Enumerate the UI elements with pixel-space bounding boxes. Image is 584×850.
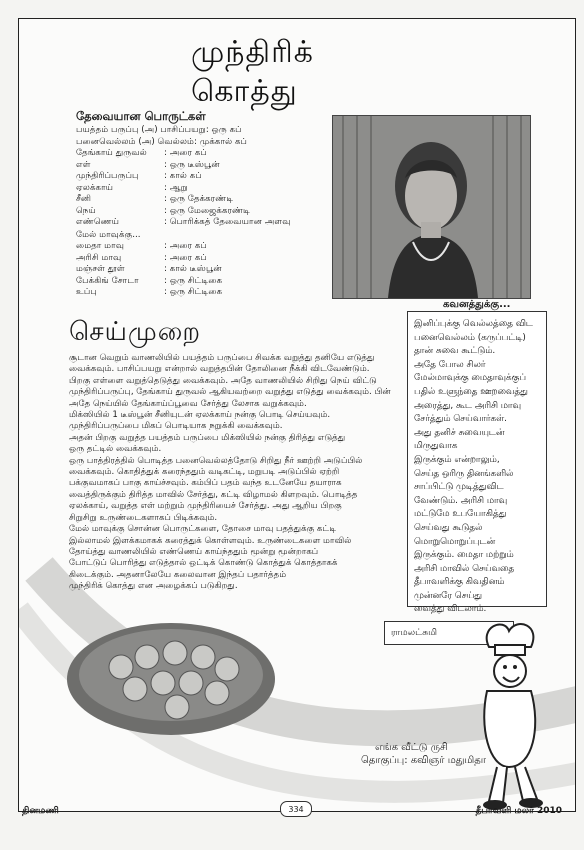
title-box	[191, 35, 391, 109]
author-name: ராமலட்சுமி	[391, 627, 437, 638]
ingredient-row: தேங்காய் துருவல் : அரை கப்	[76, 148, 207, 158]
tip-line: முன்னரே செய்து	[414, 590, 482, 601]
method-text	[69, 353, 399, 593]
ingredient-row: நெய் : ஒரு மேஜைக்கரண்டி	[76, 205, 250, 216]
method-line: பிறகு எள்ளை வறுத்தெடுத்து வைக்கவும். அதே வாணலியில் சிறிது நெய் விட்டு	[69, 375, 377, 386]
tip-line: தான் சுவை கூட்டும்.	[414, 346, 496, 357]
tip-line: இனிப்புக்கு வெல்லத்தை விட	[414, 319, 533, 329]
tip-line: பனைவெல்லம் (கருப்பட்டி)	[414, 332, 526, 343]
dish-photo	[61, 609, 281, 739]
method-line: அதன் பிறகு வறுத்த பயத்தம் பருப்பை மிக்ஸியில் நன்கு திரித்து எடுத்து	[69, 432, 346, 443]
page-number-badge	[280, 801, 312, 817]
tip-line: மட்டுமே உபயோகித்து	[414, 509, 507, 520]
method-line: மேல் மாவுக்கு சொன்ன பொருட்களை, தோசை மாவு பதத்துக்கு கட்டி	[69, 524, 337, 535]
tip-line: அதே போல சிலர்	[414, 359, 486, 370]
ingredient-row: பயத்தம் பருப்பு (அ) பாசிப்பயறு: ஒரு கப்	[76, 125, 242, 135]
ingredient-row: ஏலக்காய் : ஆறு	[76, 182, 188, 193]
recipe-title: முந்திரிக் கொத்து	[191, 35, 314, 109]
method-line: மிக்ஸியில் 1 டீஸ்பூன் சீனியுடன் ஏலக்காய் நன்கு பொடி செய்யவும்.	[69, 410, 331, 421]
batter-row: மைதா மாவு : அரை கப்	[76, 241, 207, 251]
method-line: பக்குவமாகப் பாகு காய்ச்சவும். கம்பிப் பதம் வந்த உடனேயே தயாராக	[69, 478, 342, 489]
ingredient-row: எண்ணெய் : பொரிக்கத் தேவையான அளவு	[76, 217, 291, 227]
method-line: இல்லாமல் இளக்கமாகக் கரைத்துக் கொள்ளவும். உருண்டைகளை மாவில்	[69, 535, 352, 546]
chef-mascot-icon	[469, 617, 549, 812]
ingredient-row: பனைவெல்லம் (அ) வெல்லம்: முக்கால் கப்	[76, 136, 248, 147]
tip-line: மொறுமொறுப்புடன்	[414, 536, 496, 547]
tip-line: வைத்து விடலாம்.	[414, 604, 487, 615]
tip-line: இருக்கும் என்றாலும்,	[414, 454, 500, 465]
author-portrait-image	[333, 116, 530, 298]
tip-line: மேல்மாவுக்கு மைதாவுக்குப்	[414, 373, 526, 384]
tip-line: பதில் உளுந்தை ஊறவைத்து	[414, 386, 528, 397]
tip-line: தீபாவளிக்கு கிவதினம்	[414, 577, 505, 588]
batter-row: பேக்கிங் சோடா : ஒரு சிட்டிகை	[76, 275, 223, 286]
method-line: முந்திரிப்பருப்பு, தேங்காய் துருவல் ஆகியவற்றை வறுத்து எடுத்து வைக்கவும். பின்	[69, 387, 391, 398]
footer-publication: தினமணி	[22, 806, 59, 816]
batter-row: மஞ்சள் தூள் : கால் டீஸ்பூன்	[76, 264, 222, 274]
ingredients-heading: தேவையான பொருட்கள்	[76, 109, 206, 123]
method-line: ஒரு பாத்திரத்தில் பொடித்த பனைவெல்லத்தோடு சிறிது நீர் ஊற்றி அடுப்பில்	[69, 455, 363, 466]
tip-line: அது தனிச் சுவையுடன்	[414, 427, 505, 438]
method-line: கிடைக்கும். அதனாலேயே கலைவான இந்தப் பதார்த்தம்	[69, 569, 287, 580]
batter-heading: மேல் மாவுக்கு...	[76, 229, 141, 240]
tip-line: சேர்த்தும் செய்வார்கள்.	[414, 414, 507, 425]
ingredient-row: சீனி : ஒரு தேக்கரண்டி	[76, 194, 234, 204]
ingredients-list	[76, 125, 346, 299]
tip-line: செய்த ஒரிரு தினங்களில்	[414, 468, 514, 479]
tip-line: வேண்டும். அரிசி மாவு	[414, 495, 508, 506]
ingredient-row: முந்திரிப்பருப்பு : கால் கப்	[76, 171, 202, 181]
footer-issue: தீபாவளி மலர் 2010	[475, 806, 562, 816]
method-line: ஏலக்காய், வறுத்த எள் மற்றும் முந்திரியைச் சேர்த்து. அது ஆறிய பிறகு	[69, 501, 342, 512]
method-line: முந்திரிக் கொத்து என அழைக்கப் படுகிறது.	[69, 581, 238, 592]
batter-row: அரிசி மாவு : அரை கப்	[76, 252, 207, 263]
page-number: 334	[288, 804, 304, 814]
method-line: முந்திரிப்பருப்பை மிகப் பொடியாக நறுக்கி வைக்கவும்.	[69, 421, 283, 432]
method-line: வைத்திருக்கும் திரித்த மாவில் சேர்த்து, கட்டி விழாமல் கிளறவும். பொடித்த	[69, 489, 358, 500]
tips-heading: கவனத்துக்கு...	[443, 299, 511, 310]
author-photo	[332, 115, 531, 299]
method-line: வைக்கவும். கொதித்துக் கரைந்ததும் வடிகட்டி, மறுபடி அடுப்பில் ஏற்றி	[69, 467, 340, 478]
series-title: எங்க வீட்டு ருசி	[375, 742, 448, 753]
tip-line: மிருதுவாக	[414, 441, 458, 452]
method-line: தோய்த்து வாணலியில் எண்ணெய் காய்ந்ததும் மூன்று மூன்றாகப்	[69, 546, 319, 557]
ingredient-row: எள் : ஒரு டீஸ்பூன்	[76, 159, 220, 170]
tips-box	[407, 311, 547, 615]
method-line: சிறுசிறு உருண்டைகளாகப் பிடிக்கவும்.	[69, 512, 218, 523]
method-line: வைக்கவும். பாசிப்பயறு என்றால் வறுத்தபின் தோலினை நீக்கி விடவேண்டும்.	[69, 364, 370, 375]
method-line: சூடான வெறும் வாணலியில் பயத்தம் பருப்பை சிவக்க வறுத்து தனியே எடுத்து	[69, 353, 375, 363]
method-line: ஒரு தட்டில் வைக்கவும்.	[69, 444, 162, 455]
series-credit	[361, 741, 486, 767]
tip-line: இருக்கும். மைதா மற்றும்	[414, 550, 514, 561]
tip-line: அரைத்து, கூட அரிசி மாவு	[414, 400, 522, 411]
method-line: போட்டுப் பொரித்து எடுத்தால் ஒட்டிக் கொண்டு கொத்துக் கொத்தாகக்	[69, 558, 338, 569]
page-frame	[18, 18, 576, 812]
series-editor: தொகுப்பு: கவிஞர் மதுமிதா	[361, 755, 486, 766]
method-heading: செய்முறை	[69, 317, 202, 347]
batter-row: உப்பு : ஒரு சிட்டிகை	[76, 287, 223, 297]
tip-line: செய்வது கூடுதல்	[414, 522, 483, 533]
method-line: அதே நெய்யில் தேங்காய்ப்பூவை சேர்த்து லேசாக வறுக்கவும்.	[69, 398, 307, 409]
tip-line: அரிசி மாவில் செய்வதை	[414, 563, 515, 574]
tip-line: சாப்பிட்டு முடித்துவிட	[414, 482, 504, 493]
